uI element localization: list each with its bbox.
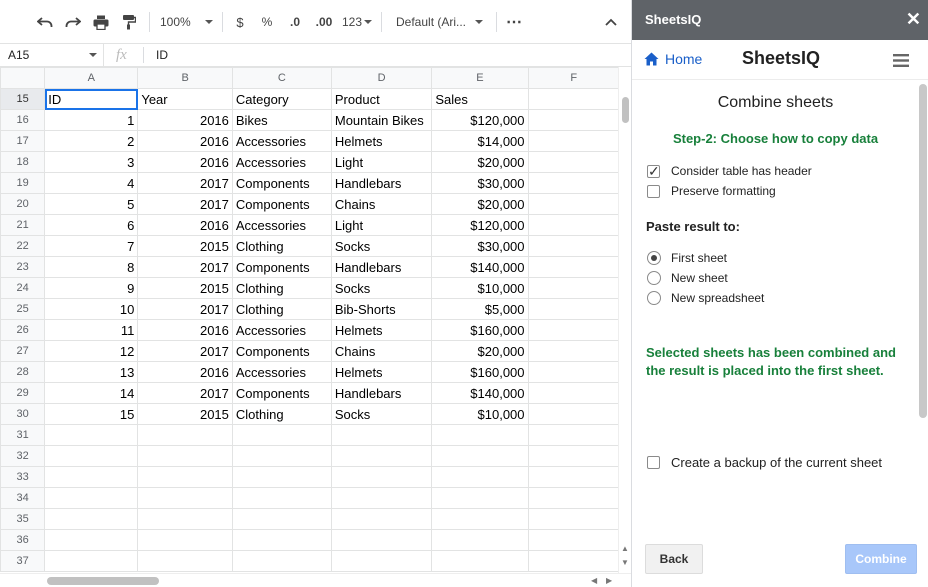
grid-cell[interactable]: 3	[45, 152, 138, 173]
more-formats-label: 123	[341, 15, 363, 29]
grid-cell[interactable]	[528, 320, 619, 341]
zoom-value: 100%	[160, 15, 191, 29]
grid-cell[interactable]: Accessories	[232, 131, 331, 152]
grid-cell[interactable]: $5,000	[432, 299, 528, 320]
grid-cell[interactable]	[432, 509, 528, 530]
grid-cell[interactable]	[432, 446, 528, 467]
close-icon[interactable]: ✕	[905, 9, 921, 29]
combine-button[interactable]: Combine	[845, 544, 917, 574]
column-header[interactable]: B	[138, 68, 233, 89]
formatting-option[interactable]	[647, 184, 776, 198]
table-row	[1, 257, 620, 278]
new-spreadsheet-option[interactable]	[647, 291, 764, 305]
first-sheet-label: First sheet	[671, 251, 728, 265]
sheetsiq-sidebar	[631, 0, 928, 587]
grid-cell[interactable]: 2017	[138, 383, 233, 404]
grid-cell[interactable]	[528, 530, 619, 551]
grid-cell[interactable]: Socks	[331, 404, 431, 425]
header-option-label: Consider table has header	[671, 164, 812, 178]
grid-cell[interactable]	[432, 530, 528, 551]
grid-cell[interactable]: Clothing	[232, 236, 331, 257]
grid-cell[interactable]: 13	[45, 362, 138, 383]
row-header[interactable]: 27	[1, 341, 45, 362]
grid-cell[interactable]: Clothing	[232, 299, 331, 320]
new-spreadsheet-label: New spreadsheet	[671, 291, 765, 305]
scroll-left-arrow-icon[interactable]: ◀	[591, 576, 598, 585]
grid-cell[interactable]: 2016	[138, 110, 233, 131]
toolbar-divider	[381, 12, 382, 32]
grid-cell[interactable]: 2016	[138, 152, 233, 173]
grid-cell[interactable]	[528, 278, 619, 299]
grid-cell[interactable]	[45, 467, 138, 488]
page-title: Combine sheets	[717, 94, 834, 111]
grid-cell[interactable]: $140,000	[432, 383, 528, 404]
table-row	[1, 488, 620, 509]
grid-cell[interactable]	[528, 383, 619, 404]
grid-cell[interactable]: Mountain Bikes	[331, 110, 431, 131]
row-header[interactable]: 19	[1, 173, 45, 194]
formula-divider	[143, 47, 144, 63]
grid-cell[interactable]	[432, 488, 528, 509]
grid-cell[interactable]: Accessories	[232, 215, 331, 236]
table-row	[1, 362, 620, 383]
grid-cell[interactable]: Components	[232, 383, 331, 404]
column-header[interactable]: F	[528, 68, 619, 89]
print-icon[interactable]	[90, 10, 112, 34]
row-header[interactable]: 15	[1, 89, 45, 110]
table-row	[1, 194, 620, 215]
grid-cell[interactable]	[232, 446, 331, 467]
row-header[interactable]: 35	[1, 509, 45, 530]
chevron-down-icon	[475, 20, 483, 24]
grid-cell[interactable]	[331, 488, 431, 509]
row-header[interactable]: 31	[1, 425, 45, 446]
table-row	[1, 131, 620, 152]
currency-format-button[interactable]: $	[236, 14, 244, 30]
grid-cell[interactable]	[432, 551, 528, 572]
grid-cell[interactable]: $14,000	[432, 131, 528, 152]
chevron-down-icon	[364, 20, 372, 24]
grid-cell[interactable]	[528, 509, 619, 530]
first-sheet-radio[interactable]	[647, 251, 661, 265]
column-header[interactable]: D	[331, 68, 431, 89]
grid-cell[interactable]: Components	[232, 341, 331, 362]
formatting-option-label: Preserve formatting	[671, 184, 776, 198]
grid-cell[interactable]	[528, 341, 619, 362]
increase-decimal-button[interactable]: .00	[315, 15, 333, 29]
new-sheet-radio[interactable]	[647, 271, 661, 285]
grid-cell[interactable]	[528, 152, 619, 173]
grid-cell[interactable]: $20,000	[432, 194, 528, 215]
column-header[interactable]: C	[232, 68, 331, 89]
column-header[interactable]: E	[432, 68, 528, 89]
table-row	[1, 446, 620, 467]
grid-cell[interactable]: 8	[45, 257, 138, 278]
grid-cell[interactable]: Components	[232, 194, 331, 215]
backup-option-label: Create a backup of the current sheet	[671, 455, 883, 470]
grid-cell[interactable]: Clothing	[232, 278, 331, 299]
grid-cell[interactable]	[232, 467, 331, 488]
table-row	[1, 425, 620, 446]
scroll-right-arrow-icon[interactable]: ▶	[606, 576, 613, 585]
grid-cell[interactable]: Helmets	[331, 320, 431, 341]
font-value: Default (Ari...	[396, 15, 467, 29]
grid-cell[interactable]	[138, 467, 233, 488]
grid-cell[interactable]	[331, 425, 431, 446]
new-spreadsheet-radio[interactable]	[647, 291, 661, 305]
grid-cell[interactable]	[331, 446, 431, 467]
grid-cell[interactable]: 2016	[138, 215, 233, 236]
grid-cell[interactable]: 12	[45, 341, 138, 362]
table-row	[1, 173, 620, 194]
decrease-decimal-button[interactable]: .0	[289, 15, 300, 29]
grid-cell[interactable]	[528, 110, 619, 131]
table-row	[1, 236, 620, 257]
grid-cell[interactable]	[45, 488, 138, 509]
formula-bar	[0, 44, 631, 67]
grid-cell[interactable]: Category	[232, 89, 331, 110]
toolbar-divider	[222, 12, 223, 32]
grid-cell[interactable]	[138, 488, 233, 509]
grid-cell[interactable]: 2	[45, 131, 138, 152]
grid-cell[interactable]: Handlebars	[331, 383, 431, 404]
row-header[interactable]: 18	[1, 152, 45, 173]
grid-cell[interactable]	[45, 509, 138, 530]
sidebar-titlebar	[632, 0, 928, 40]
row-header[interactable]: 33	[1, 467, 45, 488]
grid-cell-selected[interactable]: ID	[45, 89, 138, 110]
row-header[interactable]: 23	[1, 257, 45, 278]
grid-cell[interactable]: $30,000	[432, 173, 528, 194]
row-header[interactable]: 30	[1, 404, 45, 425]
grid-cell[interactable]	[331, 551, 431, 572]
new-sheet-option[interactable]	[647, 271, 728, 285]
grid-cell[interactable]: 2017	[138, 341, 233, 362]
home-icon	[644, 52, 659, 66]
toolbar-divider	[149, 12, 150, 32]
grid-cell[interactable]: 7	[45, 236, 138, 257]
grid-cell[interactable]: 14	[45, 383, 138, 404]
grid-cell[interactable]: Handlebars	[331, 257, 431, 278]
grid-cell[interactable]	[331, 509, 431, 530]
row-header[interactable]: 24	[1, 278, 45, 299]
grid-cell[interactable]: $20,000	[432, 152, 528, 173]
grid-cell[interactable]: Handlebars	[331, 173, 431, 194]
grid-cell[interactable]: 2016	[138, 362, 233, 383]
name-box[interactable]	[0, 44, 104, 66]
grid-cell[interactable]: 2016	[138, 131, 233, 152]
grid-cell[interactable]: Clothing	[232, 404, 331, 425]
hamburger-menu-icon[interactable]	[893, 54, 909, 72]
grid-cell[interactable]: $120,000	[432, 215, 528, 236]
chevron-down-icon	[205, 20, 213, 24]
grid-cell[interactable]	[528, 215, 619, 236]
cell-reference: A15	[8, 48, 30, 62]
grid-cell[interactable]	[528, 257, 619, 278]
table-row	[1, 404, 620, 425]
grid-cell[interactable]: 6	[45, 215, 138, 236]
grid-cell[interactable]	[138, 551, 233, 572]
row-header[interactable]: 22	[1, 236, 45, 257]
paste-result-label: Paste result to:	[646, 219, 740, 234]
toolbar-divider	[496, 12, 497, 32]
grid-cell[interactable]: Year	[138, 89, 233, 110]
grid-cell[interactable]: 2017	[138, 257, 233, 278]
grid-cell[interactable]	[232, 530, 331, 551]
row-header[interactable]: 37	[1, 551, 45, 572]
first-sheet-option[interactable]	[647, 251, 727, 265]
more-formats-button[interactable]	[340, 10, 374, 34]
grid-cell[interactable]: $120,000	[432, 110, 528, 131]
status-message: Selected sheets has been combined and the result is placed into the first sheet.	[646, 345, 896, 378]
zoom-select[interactable]	[160, 10, 218, 34]
grid-cell[interactable]	[45, 551, 138, 572]
vertical-scrollbar[interactable]	[618, 67, 631, 573]
table-row	[1, 509, 620, 530]
grid-cell[interactable]	[232, 488, 331, 509]
chevron-down-icon	[89, 53, 97, 57]
grid-cell[interactable]: 2017	[138, 194, 233, 215]
grid-cell[interactable]: Components	[232, 173, 331, 194]
grid-cell[interactable]	[138, 425, 233, 446]
grid-cell[interactable]	[528, 131, 619, 152]
more-options-icon[interactable]: ⋯	[506, 14, 522, 31]
percent-format-button[interactable]: %	[261, 15, 273, 29]
row-header[interactable]: 17	[1, 131, 45, 152]
grid-cell[interactable]	[528, 173, 619, 194]
grid-cell[interactable]: 2015	[138, 236, 233, 257]
row-header[interactable]: 36	[1, 530, 45, 551]
table-row	[1, 383, 620, 404]
redo-icon[interactable]	[62, 10, 84, 34]
row-header[interactable]: 25	[1, 299, 45, 320]
sheet-grid	[0, 67, 620, 573]
grid-cell[interactable]: 15	[45, 404, 138, 425]
grid-cell[interactable]	[232, 509, 331, 530]
row-header[interactable]: 21	[1, 215, 45, 236]
undo-icon[interactable]	[34, 10, 56, 34]
grid-cell[interactable]: 9	[45, 278, 138, 299]
grid-cell[interactable]: Light	[331, 152, 431, 173]
column-header[interactable]: A	[45, 68, 138, 89]
table-row	[1, 530, 620, 551]
row-header[interactable]: 34	[1, 488, 45, 509]
grid-cell[interactable]	[138, 446, 233, 467]
grid-cell[interactable]	[528, 404, 619, 425]
grid-cell[interactable]: Bib-Shorts	[331, 299, 431, 320]
grid-cell[interactable]	[528, 488, 619, 509]
grid-cell[interactable]: 2015	[138, 404, 233, 425]
grid-cell[interactable]: Components	[232, 257, 331, 278]
grid-cell[interactable]: 10	[45, 299, 138, 320]
row-header[interactable]: 29	[1, 383, 45, 404]
step-title: Step-2: Choose how to copy data	[672, 131, 879, 146]
grid-cell[interactable]: $160,000	[432, 362, 528, 383]
scroll-down-arrow-icon[interactable]: ▼	[621, 558, 629, 567]
grid-cell[interactable]	[138, 509, 233, 530]
scroll-up-arrow-icon[interactable]: ▲	[621, 544, 629, 553]
grid-cell[interactable]: Product	[331, 89, 431, 110]
toolbar	[0, 0, 631, 44]
horizontal-scroll-thumb[interactable]	[47, 577, 159, 585]
grid-cell[interactable]	[528, 299, 619, 320]
font-select[interactable]	[396, 10, 488, 34]
table-row	[1, 551, 620, 572]
collapse-toolbar-icon[interactable]	[601, 10, 621, 34]
grid-cell[interactable]	[528, 89, 619, 110]
row-header[interactable]: 20	[1, 194, 45, 215]
grid-cell[interactable]: 5	[45, 194, 138, 215]
grid-cell[interactable]: $10,000	[432, 278, 528, 299]
grid-cell[interactable]	[432, 425, 528, 446]
grid-cell[interactable]: 11	[45, 320, 138, 341]
grid-cell[interactable]: Chains	[331, 194, 431, 215]
grid-cell[interactable]: 2017	[138, 299, 233, 320]
grid-cell[interactable]: Chains	[331, 341, 431, 362]
grid-cell[interactable]: Helmets	[331, 131, 431, 152]
grid-cell[interactable]: Helmets	[331, 362, 431, 383]
grid-cell[interactable]	[45, 530, 138, 551]
back-button[interactable]: Back	[645, 544, 703, 574]
table-row	[1, 215, 620, 236]
grid-cell[interactable]: $140,000	[432, 257, 528, 278]
table-row	[1, 341, 620, 362]
home-label: Home	[665, 51, 703, 67]
grid-cell[interactable]	[432, 467, 528, 488]
table-row	[1, 299, 620, 320]
grid-cell[interactable]: 2016	[138, 320, 233, 341]
grid-cell[interactable]	[528, 236, 619, 257]
grid-cell[interactable]	[138, 530, 233, 551]
grid-cell[interactable]: Bikes	[232, 110, 331, 131]
paint-format-icon[interactable]	[118, 10, 140, 34]
sidebar-title: SheetsIQ	[645, 12, 702, 27]
grid-cell[interactable]	[528, 194, 619, 215]
grid-cell[interactable]: $10,000	[432, 404, 528, 425]
new-sheet-label: New sheet	[671, 271, 728, 285]
row-header[interactable]: 26	[1, 320, 45, 341]
row-header[interactable]: 16	[1, 110, 45, 131]
formatting-checkbox[interactable]	[647, 185, 660, 198]
column-header-row	[1, 68, 620, 89]
grid-cell[interactable]	[528, 362, 619, 383]
grid-cell[interactable]: 2017	[138, 173, 233, 194]
sidebar-nav	[632, 40, 928, 80]
grid-cell[interactable]: Accessories	[232, 152, 331, 173]
formula-input[interactable]: ID	[156, 48, 168, 62]
fx-icon: fx	[116, 47, 127, 63]
grid-cell[interactable]: Socks	[331, 236, 431, 257]
table-row	[1, 278, 620, 299]
table-row	[1, 320, 620, 341]
backup-option[interactable]	[647, 455, 882, 470]
brand-title: SheetsIQ	[742, 48, 821, 68]
grid-cell[interactable]: $160,000	[432, 320, 528, 341]
vertical-scroll-thumb[interactable]	[622, 97, 629, 123]
grid-cell[interactable]	[331, 530, 431, 551]
grid-cell[interactable]	[528, 551, 619, 572]
grid-cell[interactable]: 1	[45, 110, 138, 131]
header-option[interactable]	[647, 164, 812, 178]
grid-cell[interactable]: Sales	[432, 89, 528, 110]
grid-cell[interactable]: Light	[331, 215, 431, 236]
grid-cell[interactable]	[232, 425, 331, 446]
grid-cell[interactable]	[45, 446, 138, 467]
sidebar-scrollbar[interactable]	[919, 84, 927, 418]
table-row	[1, 467, 620, 488]
home-link[interactable]	[644, 51, 702, 67]
grid-cell[interactable]	[528, 446, 619, 467]
select-all-corner[interactable]	[1, 68, 45, 89]
grid-cell[interactable]: 4	[45, 173, 138, 194]
table-row	[1, 152, 620, 173]
row-header[interactable]: 28	[1, 362, 45, 383]
grid-cell[interactable]: 2015	[138, 278, 233, 299]
grid-cell[interactable]	[528, 425, 619, 446]
grid-cell[interactable]: $20,000	[432, 341, 528, 362]
grid-cell[interactable]	[528, 467, 619, 488]
grid-cell[interactable]: Socks	[331, 278, 431, 299]
table-row	[1, 110, 620, 131]
grid-cell[interactable]: Accessories	[232, 320, 331, 341]
grid-cell[interactable]: $30,000	[432, 236, 528, 257]
grid-cell[interactable]	[232, 551, 331, 572]
row-header[interactable]: 32	[1, 446, 45, 467]
header-checkbox[interactable]	[647, 165, 660, 178]
grid-cell[interactable]	[331, 467, 431, 488]
backup-checkbox[interactable]	[647, 456, 660, 469]
grid-cell[interactable]	[45, 425, 138, 446]
grid-cell[interactable]: Accessories	[232, 362, 331, 383]
table-row	[1, 89, 620, 110]
horizontal-scrollbar[interactable]	[0, 573, 631, 587]
